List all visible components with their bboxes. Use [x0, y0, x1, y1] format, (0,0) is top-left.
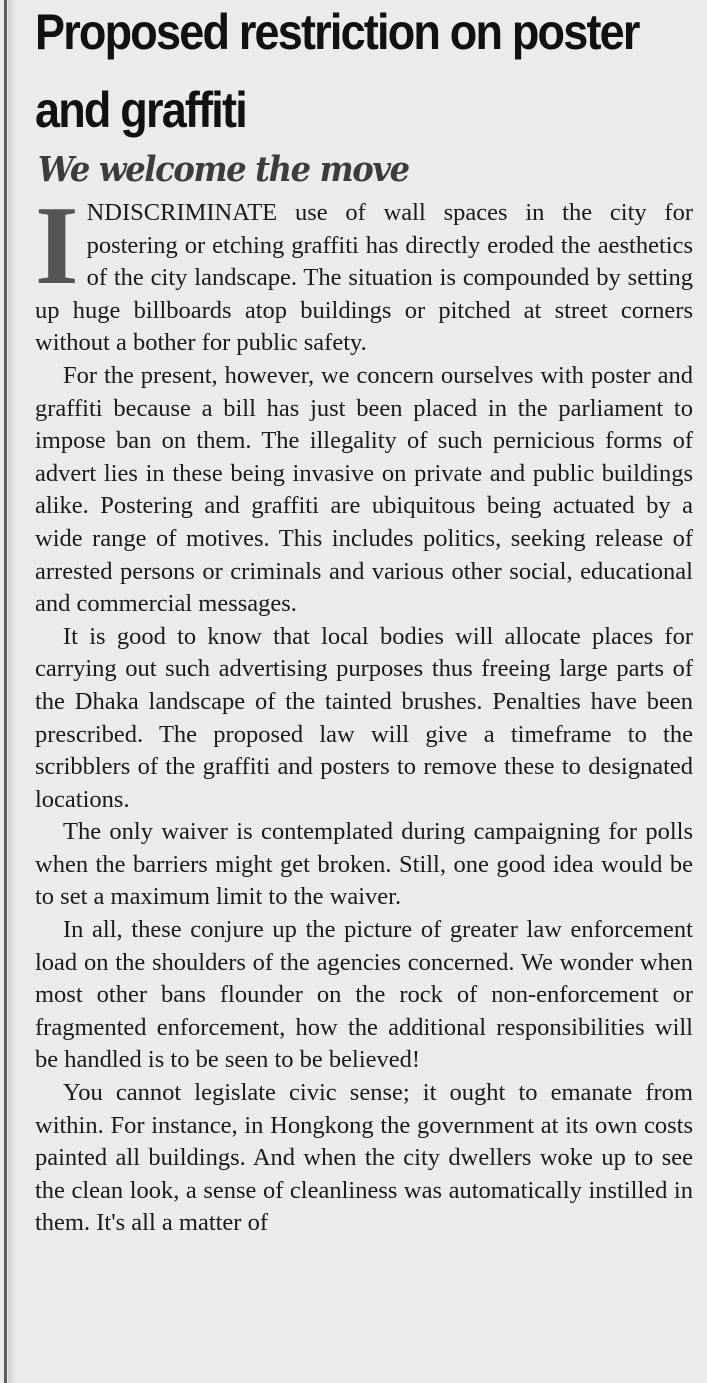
paragraph-5: In all, these conjure up the picture of greater law enforcement load on the shoulders of the agencies concerned. We wonder when most other bans flounder on the rock of non-enforcement or fragmented enforcement, how the additional responsibilities will be handled is to be seen to be believed! [35, 916, 693, 1074]
paragraph-1-text: NDISCRIMINATE use of wall spaces in the city for postering or etching graffiti has directly eroded the aesthetics of the city landscape. The situation is compounded by setting up huge billboards atop buildings or pitched at street corners without a bother for public safety. [35, 199, 693, 357]
subheadline: We welcome the move [37, 149, 409, 190]
article-body [35, 184, 693, 1240]
drop-cap: I [35, 184, 79, 308]
paragraph-3: It is good to know that local bodies will allocate places for carrying out such advertising purposes thus freeing large parts of the Dhaka landscape of the tainted brushes. Penalties have been prescribed. The proposed law will give a timeframe to the scribblers of the graffiti and posters to remove these to designated locations. [35, 622, 693, 813]
paragraph-2: For the present, however, we concern ourselves with poster and graffiti because a bill has just been placed in the parliament to impose ban on them. The illegality of such pernicious forms of advert lies in these being invasive on private and public buildings alike. Postering and graffiti are ubiquitous being actuated by a wide range of motives. This includes politics, seeking release of arrested persons or criminals and various other social, educational and commercial messages. [35, 361, 693, 618]
paragraph-6: You cannot legislate civic sense; it ought to emanate from within. For instance, in Hongkong the government at its own costs painted all buildings. And when the city dwellers woke up to see the clean look, a sense of cleanliness was automatically instilled in them. It's all a matter of [35, 1079, 693, 1237]
paragraph-4: The only waiver is contemplated during campaigning for polls when the barriers might get broken. Still, one good idea would be to set a maximum limit to the waiver. [35, 818, 693, 911]
paragraph-1 [35, 184, 693, 360]
editorial-article [35, 0, 693, 1383]
headline: Proposed restriction on poster and graffiti [35, 4, 639, 138]
left-column-rule [4, 0, 7, 1383]
left-column-shadow [8, 0, 16, 1383]
